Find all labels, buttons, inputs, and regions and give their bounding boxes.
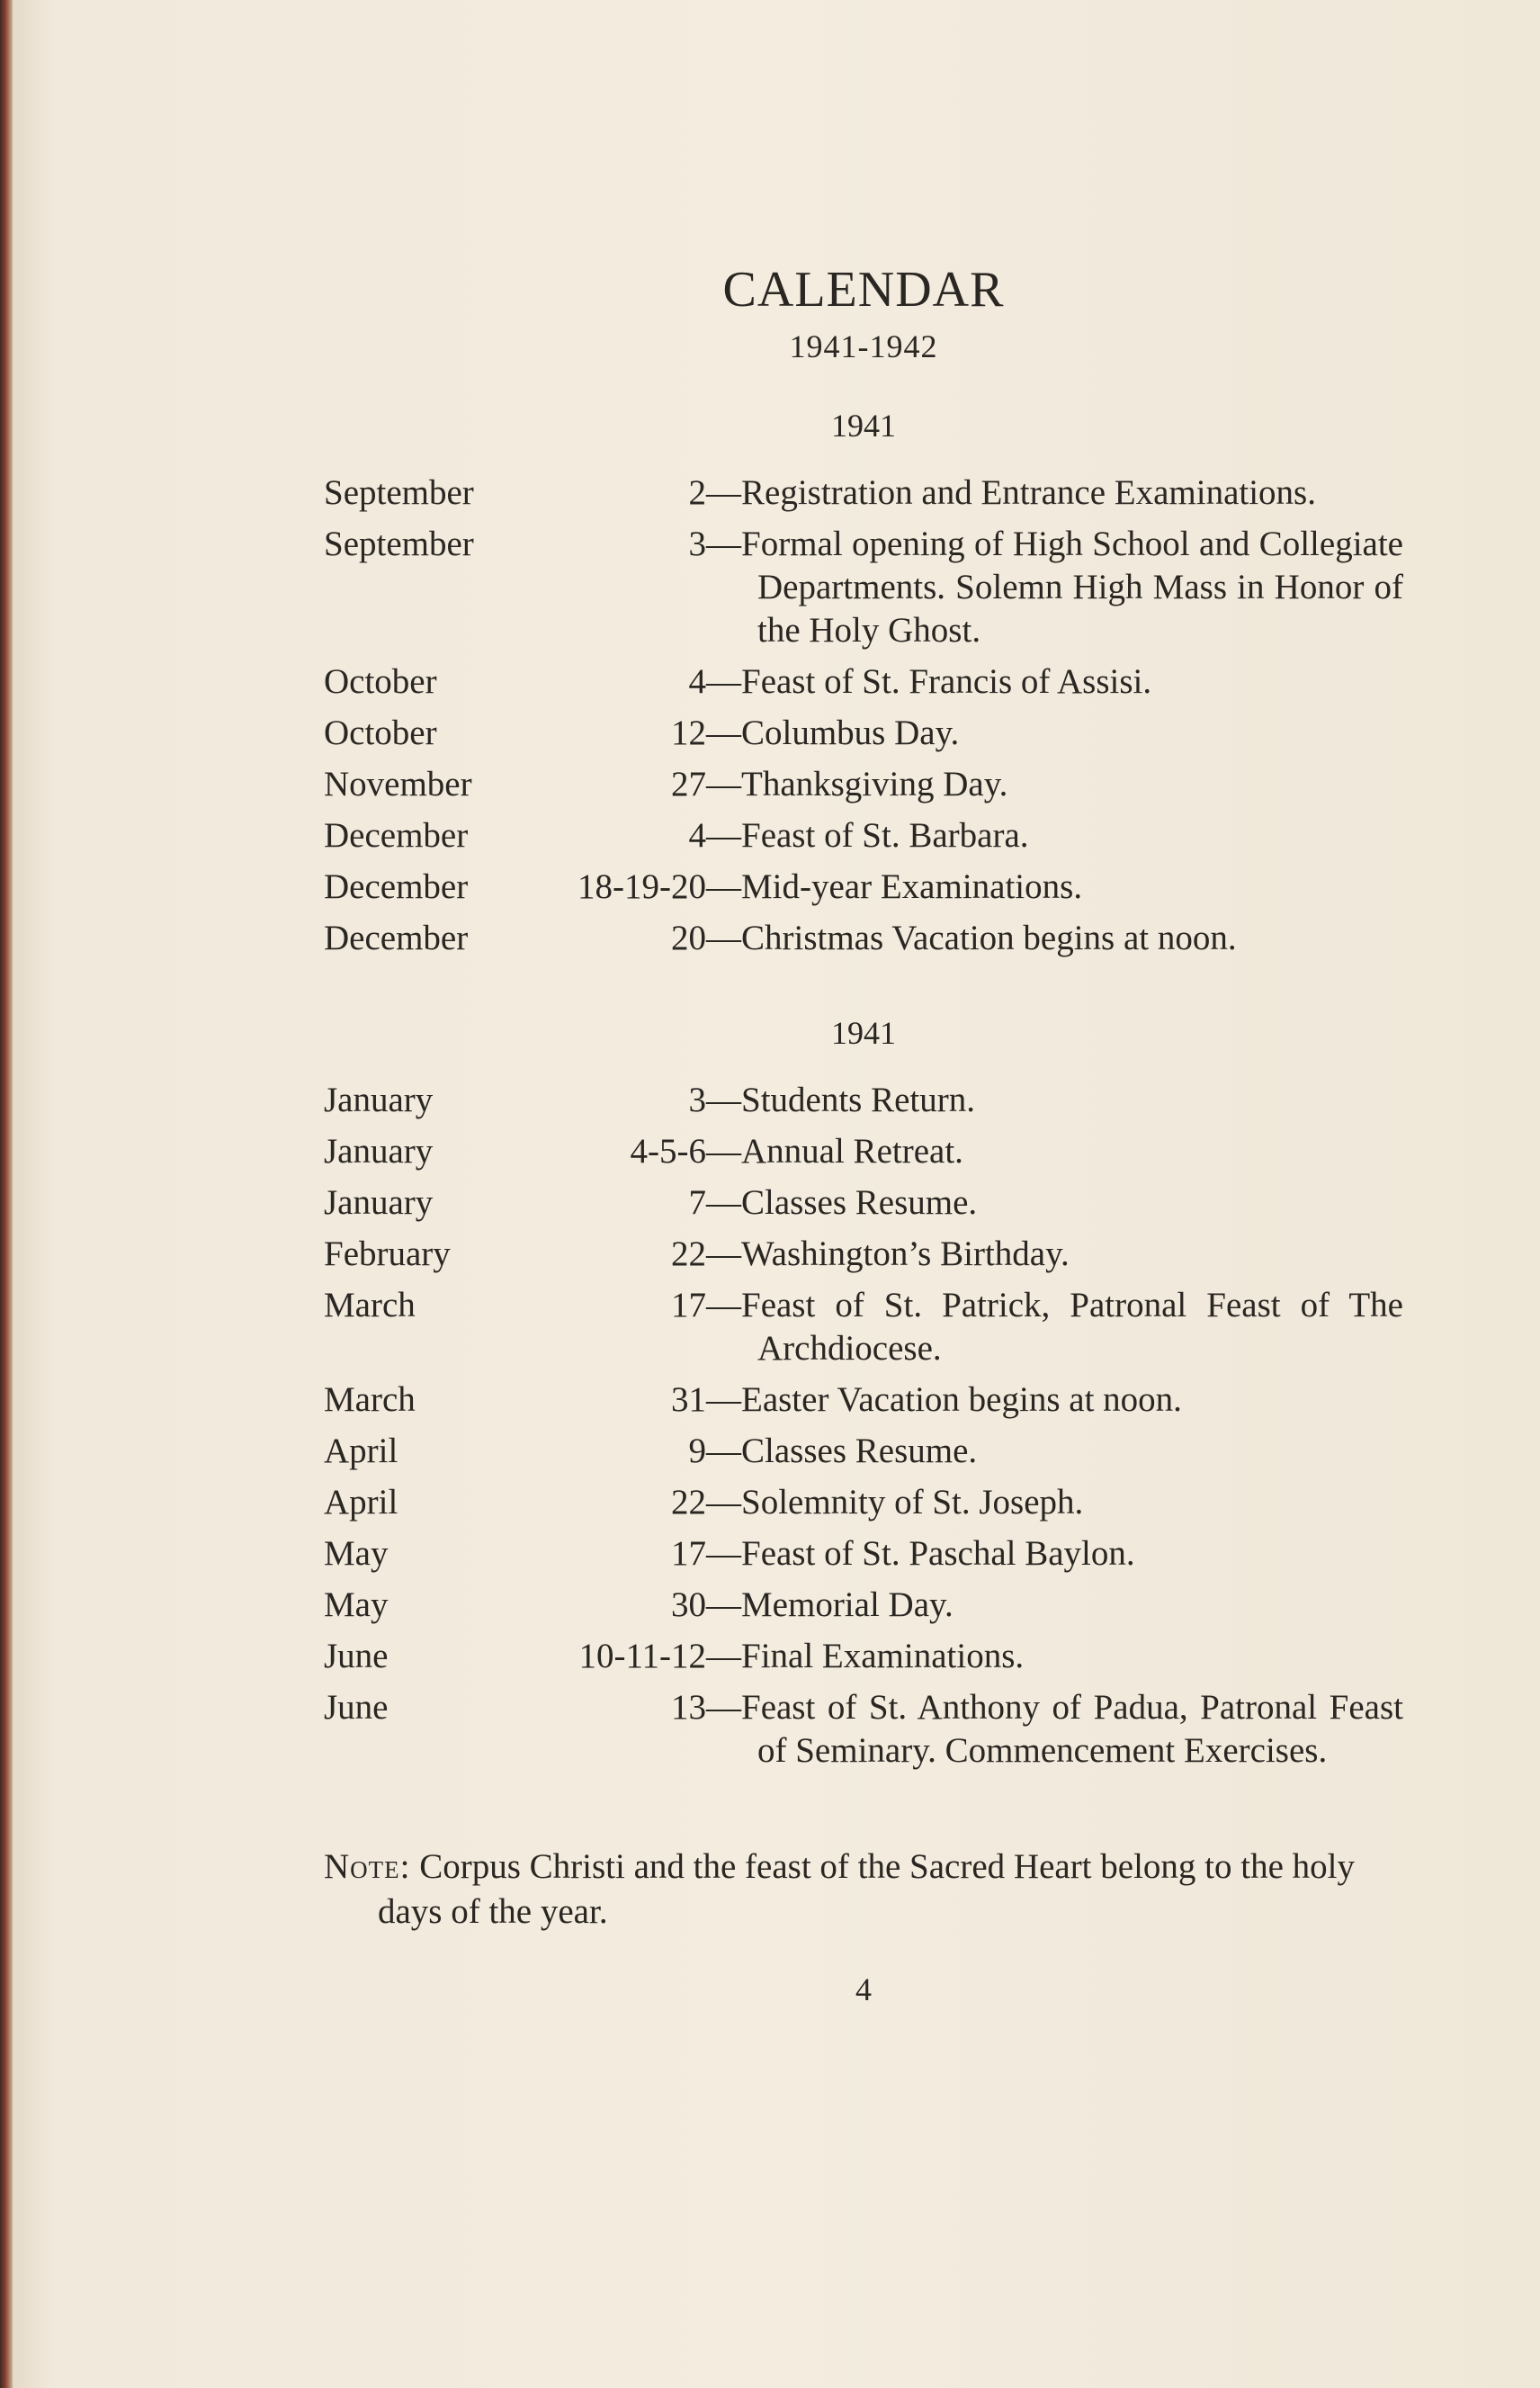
entry-dash: — (706, 1081, 741, 1119)
entry-dash: — (706, 1534, 741, 1573)
entry-description-text: Annual Retreat. (741, 1132, 963, 1171)
calendar-entry (324, 471, 1403, 515)
entry-description (706, 1181, 1403, 1225)
entry-dash: — (706, 1286, 741, 1324)
entry-month: September (324, 473, 474, 512)
entry-day: 30 (671, 1585, 706, 1624)
entry-day: 18-19-20 (578, 867, 706, 906)
entry-description (706, 866, 1403, 909)
entry-day: 4-5-6 (630, 1132, 706, 1171)
entry-description (706, 1233, 1403, 1276)
entry-day: 17 (671, 1534, 706, 1573)
entry-description (706, 1430, 1403, 1473)
entry-dash: — (706, 867, 741, 906)
entry-month: September (324, 525, 474, 563)
entry-month: March (324, 1286, 416, 1324)
calendar-entry (324, 1635, 1403, 1678)
entry-description-text: Solemnity of St. Joseph. (741, 1483, 1084, 1522)
calendar-entry (324, 523, 1403, 652)
entry-month: May (324, 1585, 389, 1624)
entry-month: January (324, 1081, 434, 1119)
entry-description-text: Feast of St. Barbara. (741, 816, 1029, 855)
calendar-entry (324, 712, 1403, 755)
entry-dash: — (706, 1183, 741, 1222)
entry-dash: — (706, 1432, 741, 1470)
entry-description-text: Christmas Vacation begins at noon. (741, 919, 1237, 957)
entry-month: October (324, 662, 437, 701)
calendar-entry (324, 814, 1403, 857)
entry-description (706, 523, 1403, 652)
entry-description-text: Memorial Day. (741, 1585, 954, 1624)
entry-day: 4 (688, 816, 706, 855)
entry-description-text: Classes Resume. (741, 1432, 978, 1470)
entry-description (706, 1481, 1403, 1524)
entry-description (706, 712, 1403, 755)
entry-description (706, 1130, 1403, 1173)
entry-day: 22 (671, 1234, 706, 1273)
entry-description (706, 1635, 1403, 1678)
calendar-entry (324, 1284, 1403, 1370)
entry-day: 3 (688, 525, 706, 563)
entry-dash: — (706, 1234, 741, 1273)
entry-month: April (324, 1432, 398, 1470)
entry-dash: — (706, 473, 741, 512)
entry-month: June (324, 1688, 389, 1727)
entry-day: 9 (688, 1432, 706, 1470)
entry-day: 31 (671, 1380, 706, 1419)
entry-day: 10-11-12 (578, 1637, 706, 1675)
page-number: 4 (855, 1971, 872, 2007)
entry-month: May (324, 1534, 389, 1573)
entry-day: 12 (671, 714, 706, 752)
entry-description (706, 814, 1403, 857)
entry-description (706, 660, 1403, 704)
calendar-content (324, 261, 1403, 2008)
entry-day: 4 (688, 662, 706, 701)
entry-dash: — (706, 765, 741, 803)
entry-dash: — (706, 1380, 741, 1419)
entry-description-text: Washington’s Birthday. (741, 1234, 1070, 1273)
entry-dash: — (706, 919, 741, 957)
calendar-entry (324, 1079, 1403, 1122)
entry-dash: — (706, 714, 741, 752)
entry-description (706, 1584, 1403, 1627)
calendar-entry (324, 1532, 1403, 1576)
calendar-entry (324, 1584, 1403, 1627)
footnote (324, 1845, 1403, 1935)
entry-description-text: Easter Vacation begins at noon. (741, 1380, 1182, 1419)
entry-dash: — (706, 1483, 741, 1522)
entry-dash: — (706, 1132, 741, 1171)
entry-month: January (324, 1183, 434, 1222)
entry-day: 20 (671, 919, 706, 957)
entry-dash: — (706, 1585, 741, 1624)
year-heading-first: 1941 (831, 408, 896, 444)
calendar-entry (324, 660, 1403, 704)
calendar-entry (324, 917, 1403, 960)
entry-description (706, 1079, 1403, 1122)
entry-day: 2 (688, 473, 706, 512)
entry-description-text: Columbus Day. (741, 714, 960, 752)
entry-description-text: Final Examinations. (741, 1637, 1025, 1675)
entry-description (706, 1284, 1403, 1370)
entry-month: December (324, 816, 469, 855)
calendar-entry (324, 1130, 1403, 1173)
entry-month: December (324, 867, 469, 906)
entry-month: March (324, 1380, 416, 1419)
entry-month: April (324, 1483, 398, 1522)
entry-description-text: Formal opening of High School and Collegiate Departments. Solemn High Mass in Honor of the Holy Ghost. (741, 525, 1403, 650)
entry-description (706, 1686, 1403, 1773)
page-subtitle: 1941-1942 (789, 328, 938, 364)
entry-dash: — (706, 1637, 741, 1675)
page-title: CALENDAR (722, 262, 1005, 318)
entry-day: 17 (671, 1286, 706, 1324)
calendar-entry (324, 1233, 1403, 1276)
entry-month: November (324, 765, 472, 803)
entry-day: 13 (671, 1688, 706, 1727)
entry-description (706, 471, 1403, 515)
entry-description-text: Students Return. (741, 1081, 975, 1119)
entry-day: 3 (688, 1081, 706, 1119)
entry-dash: — (706, 816, 741, 855)
entry-description (706, 1378, 1403, 1422)
calendar-entries-second (324, 1079, 1403, 1773)
entry-month: February (324, 1234, 451, 1273)
calendar-entry (324, 866, 1403, 909)
entry-description-text: Classes Resume. (741, 1183, 978, 1222)
calendar-entries-first (324, 471, 1403, 960)
entry-month: January (324, 1132, 434, 1171)
calendar-entry (324, 763, 1403, 806)
calendar-entry (324, 1181, 1403, 1225)
entry-dash: — (706, 525, 741, 563)
entry-description-text: Registration and Entrance Examinations. (741, 473, 1316, 512)
entry-month: June (324, 1637, 389, 1675)
entry-month: December (324, 919, 469, 957)
entry-description-text: Thanksgiving Day. (741, 765, 1008, 803)
entry-description-text: Feast of St. Patrick, Patronal Feast of The Archdiocese. (741, 1286, 1403, 1368)
calendar-entry (324, 1686, 1403, 1773)
entry-day: 22 (671, 1483, 706, 1522)
entry-day: 27 (671, 765, 706, 803)
year-heading-second: 1941 (831, 1015, 896, 1051)
calendar-entry (324, 1378, 1403, 1422)
entry-day: 7 (688, 1183, 706, 1222)
entry-dash: — (706, 1688, 741, 1727)
entry-description (706, 1532, 1403, 1576)
entry-month: October (324, 714, 437, 752)
entry-description (706, 763, 1403, 806)
entry-description-text: Feast of St. Paschal Baylon. (741, 1534, 1135, 1573)
entry-description-text: Feast of St. Francis of Assisi. (741, 662, 1152, 701)
calendar-entry (324, 1430, 1403, 1473)
entry-description-text: Mid-year Examinations. (741, 867, 1083, 906)
entry-dash: — (706, 662, 741, 701)
note-text: Corpus Christi and the feast of the Sacred Heart belong to the holy days of the year. (378, 1847, 1355, 1931)
note-label: Note: (324, 1847, 411, 1886)
entry-description-text: Feast of St. Anthony of Padua, Patronal Feast of Seminary. Commencement Exercises. (741, 1688, 1403, 1770)
entry-description (706, 917, 1403, 960)
calendar-entry (324, 1481, 1403, 1524)
